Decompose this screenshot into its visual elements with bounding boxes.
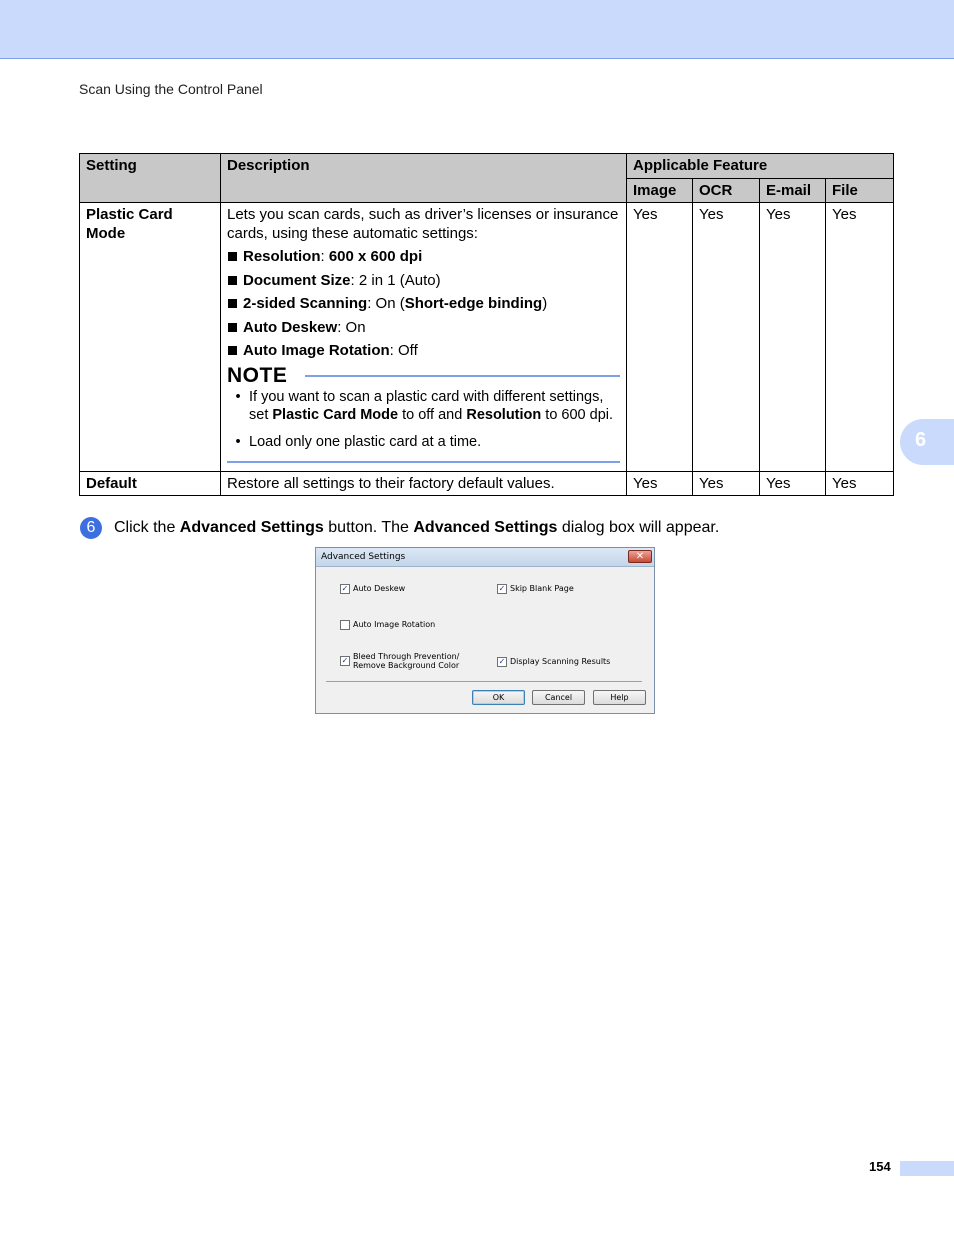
dialog-titlebar[interactable] bbox=[316, 548, 654, 567]
setting-default: Default bbox=[80, 472, 221, 496]
header-file: File bbox=[826, 178, 894, 203]
cell-ocr: Yes bbox=[693, 203, 760, 472]
cell-email: Yes bbox=[760, 203, 826, 472]
list-item: 2-sided Scanning: On (Short-edge binding) bbox=[227, 294, 620, 313]
checkbox-box[interactable]: ✓ bbox=[341, 656, 349, 665]
close-icon[interactable]: ✕ bbox=[628, 550, 652, 563]
header-band bbox=[0, 0, 954, 59]
note-heading bbox=[227, 366, 620, 385]
settings-table bbox=[79, 153, 894, 496]
checkbox-box[interactable] bbox=[340, 620, 350, 630]
note-list bbox=[227, 388, 620, 451]
square-bullet-icon bbox=[228, 346, 237, 355]
display-scanning-results-checkbox[interactable]: ✓ Display Scanning Results bbox=[498, 657, 611, 666]
square-bullet-icon bbox=[228, 252, 237, 261]
note-bottom-rule bbox=[227, 461, 620, 463]
settings-bullet-list bbox=[227, 247, 620, 360]
description-intro: Lets you scan cards, such as driver’s licenses or insurance cards, using these automatic settings: bbox=[227, 206, 619, 242]
list-item: • If you want to scan a plastic card with different settings, set Plastic Card Mode to off and Resolution to 600 dpi. bbox=[227, 388, 620, 424]
list-item: Auto Image Rotation: Off bbox=[227, 341, 620, 360]
square-bullet-icon bbox=[228, 323, 237, 332]
running-header: Scan Using the Control Panel bbox=[79, 81, 263, 97]
cell-email: Yes bbox=[760, 472, 826, 496]
description-plastic-card-mode bbox=[221, 203, 627, 472]
chapter-tab bbox=[900, 419, 954, 465]
cell-file: Yes bbox=[826, 203, 894, 472]
cell-ocr: Yes bbox=[693, 472, 760, 496]
cell-file: Yes bbox=[826, 472, 894, 496]
ok-button[interactable]: OK bbox=[472, 690, 525, 705]
footer-band bbox=[900, 1161, 954, 1176]
header-description: Description bbox=[221, 154, 627, 203]
note-title: NOTE bbox=[227, 364, 288, 387]
dialog-title: Advanced Settings bbox=[321, 552, 406, 562]
cancel-button[interactable]: Cancel bbox=[532, 690, 585, 705]
dot-bullet-icon: • bbox=[235, 389, 241, 405]
table-row bbox=[80, 203, 894, 472]
table-header-row bbox=[80, 154, 894, 179]
bleed-through-prevention-checkbox[interactable]: ✓ Bleed Through Prevention/ Remove Background Color bbox=[341, 652, 460, 670]
list-item: • Load only one plastic card at a time. bbox=[227, 433, 620, 451]
step-number-icon: 6 bbox=[80, 517, 102, 539]
step-text: Click the Advanced Settings button. The Advanced Settings dialog box will appear. bbox=[114, 519, 720, 536]
checkbox-box[interactable]: ✓ bbox=[498, 657, 506, 666]
setting-plastic-card-mode: Plastic Card Mode bbox=[80, 203, 221, 472]
page-number: 154 bbox=[869, 1159, 891, 1174]
cell-image: Yes bbox=[627, 203, 693, 472]
step-instruction bbox=[80, 517, 719, 539]
auto-deskew-checkbox[interactable]: ✓ Auto Deskew bbox=[341, 584, 406, 593]
list-item: Document Size: 2 in 1 (Auto) bbox=[227, 271, 620, 290]
advanced-settings-dialog bbox=[315, 547, 655, 714]
checkbox-box[interactable]: ✓ bbox=[341, 584, 349, 593]
list-item: Auto Deskew: On bbox=[227, 318, 620, 337]
header-email: E-mail bbox=[760, 178, 826, 203]
skip-blank-page-checkbox[interactable]: ✓ Skip Blank Page bbox=[498, 584, 574, 593]
dialog-separator bbox=[326, 681, 642, 682]
list-item: Resolution: 600 x 600 dpi bbox=[227, 247, 620, 266]
checkbox-box[interactable]: ✓ bbox=[498, 584, 506, 593]
header-image: Image bbox=[627, 178, 693, 203]
square-bullet-icon bbox=[228, 276, 237, 285]
table-row bbox=[80, 472, 894, 496]
header-ocr: OCR bbox=[693, 178, 760, 203]
chapter-number: 6 bbox=[915, 429, 927, 451]
note-rule bbox=[305, 375, 620, 377]
header-applicable-feature: Applicable Feature bbox=[627, 154, 894, 179]
help-button[interactable]: Help bbox=[593, 690, 646, 705]
header-setting: Setting bbox=[80, 154, 221, 203]
square-bullet-icon bbox=[228, 299, 237, 308]
auto-image-rotation-checkbox[interactable]: Auto Image Rotation bbox=[340, 620, 435, 630]
description-default: Restore all settings to their factory default values. bbox=[221, 472, 627, 496]
dot-bullet-icon: • bbox=[235, 434, 241, 450]
cell-image: Yes bbox=[627, 472, 693, 496]
